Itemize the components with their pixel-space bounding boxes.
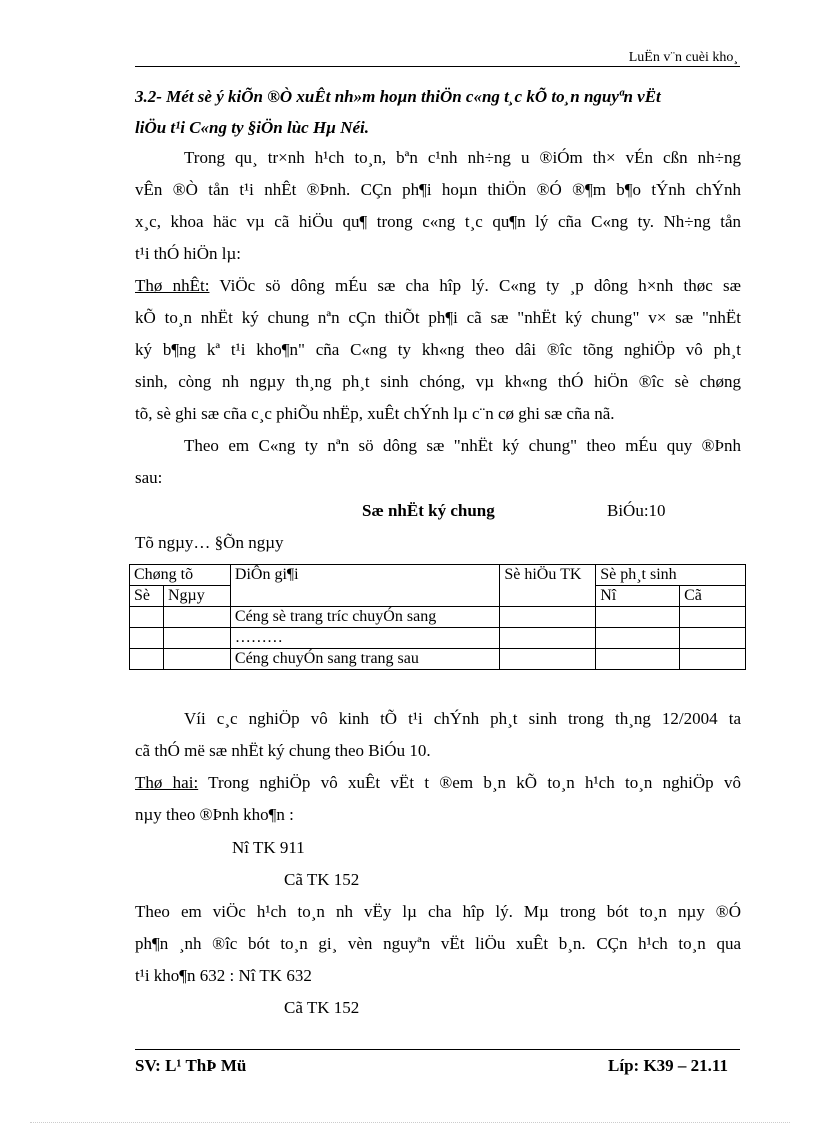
journal-form-number: BiÓu:10 (607, 501, 666, 520)
first-point-line-1 (135, 276, 741, 296)
row-description: Céng chuyÓn sang trang sau (230, 649, 499, 670)
table-row (130, 649, 746, 670)
second-point-line-3: Theo em viÖc h¹ch to¸n nh vËy lµ cha hîp lý. Mµ trong bót to¸n nµy ®Ó (135, 902, 741, 921)
header-account: Sè hiÖu TK (500, 565, 596, 607)
entry-debit: Nî TK 911 (232, 838, 305, 857)
running-title: LuËn v¨n cuèi kho¸ (628, 50, 738, 65)
second-point-line-5: t¹i kho¶n 632 : Nî TK 632 (135, 966, 312, 985)
intro-line-2: vÊn ®Ò tån t¹i nhÊt ®Þnh. CÇn ph¶i hoµn thiÖn ®Ó ®¶m b¶o tÝnh chÝnh (135, 180, 741, 199)
proposal-line-2: sau: (135, 468, 163, 487)
second-point-line-1 (135, 773, 741, 793)
journal-period: Tõ ngµy… §Õn ngµy (135, 533, 284, 552)
journal-table (129, 564, 746, 670)
row-description: ……… (230, 628, 499, 649)
header-credit: Cã (680, 586, 746, 607)
first-point-line-3: ký b¶ng kª t¹i kho¶n" cña C«ng ty kh«ng theo dâi ®îc tõng nghiÖp vô ph¸t (135, 340, 741, 359)
footer-divider (135, 1049, 740, 1050)
after-table-line-2: cã thÓ më sæ nhËt ký chung theo BiÓu 10. (135, 741, 431, 760)
header-description: DiÔn gi¶i (230, 565, 499, 607)
proposal-line-1: Theo em C«ng ty nªn sö dông sæ "nhËt ký chung" theo mÉu quy ®Þnh (184, 436, 741, 455)
section-heading-line2: liÖu t¹i C«ng ty §iÖn lùc Hµ Néi. (135, 118, 370, 137)
table-row (130, 628, 746, 649)
section-heading-line1: 3.2- Mét sè ý kiÕn ®Ò xuÊt nh»m hoµn thiÖn c«ng t¸c kÕ to¸n nguyªn vËt (135, 87, 661, 106)
journal-title: Sæ nhËt ký chung (362, 501, 495, 520)
header-amount: Sè ph¸t sinh (596, 565, 746, 586)
second-point-text: Trong nghiÖp vô xuÊt vËt t ®em b¸n kÕ to¸n h¹ch to¸n nghiÖp vô (198, 773, 741, 792)
intro-line-3: x¸c, khoa häc vµ cã hiÖu qu¶ trong c«ng t¸c qu¶n lý cña C«ng ty. Nh÷ng tån (135, 212, 741, 231)
second-point-label: Thø hai: (135, 773, 199, 792)
header-voucher: Chøng tõ (130, 565, 231, 586)
first-point-line-4: sinh, còng nh ngµy th¸ng ph¸t sinh chóng, vµ kh«ng thÓ hiÖn ®îc sè chøng (135, 372, 741, 391)
intro-line-1: Trong qu¸ tr×nh h¹ch to¸n, bªn c¹nh nh÷ng u ®iÓm th× vÉn cßn nh÷ng (184, 148, 741, 167)
header-debit: Nî (596, 586, 680, 607)
second-point-line-4: ph¶n ¸nh ®îc bót to¸n gi¸ vèn nguyªn vËt liÖu xuÊt b¸n. CÇn h¹ch to¸n qua (135, 934, 741, 953)
footer-student: SV: L¹ ThÞ Mü (135, 1056, 247, 1075)
footer-class: Líp: K39 – 21.11 (608, 1056, 728, 1075)
first-point-text: ViÖc sö dông mÉu sæ cha hîp lý. C«ng ty ¸p dông h×nh thøc sæ (209, 276, 741, 295)
first-point-line-2: kÕ to¸n nhËt ký chung nªn cÇn thiÕt ph¶i cã sæ "nhËt ký chung" v× sæ "nhËt (135, 308, 741, 327)
first-point-line-5: tõ, sè ghi sæ cña c¸c phiÕu nhËp, xuÊt chÝnh lµ c¨n cø ghi sæ cña nã. (135, 404, 615, 423)
after-table-line-1: Víi c¸c nghiÖp vô kinh tÕ t¹i chÝnh ph¸t sinh trong th¸ng 12/2004 ta (184, 709, 741, 728)
table-row (130, 607, 746, 628)
first-point-label: Thø nhÊt: (135, 276, 210, 295)
header-divider (135, 66, 740, 67)
entry-credit: Cã TK 152 (284, 870, 360, 889)
second-point-line-2: nµy theo ®Þnh kho¶n : (135, 805, 294, 824)
header-date: Ngµy (163, 586, 230, 607)
row-description: Céng sè trang tríc chuyÓn sang (230, 607, 499, 628)
entry-credit-2: Cã TK 152 (284, 998, 360, 1017)
intro-line-4: t¹i thÓ hiÖn lµ: (135, 244, 242, 263)
header-number: Sè (130, 586, 164, 607)
